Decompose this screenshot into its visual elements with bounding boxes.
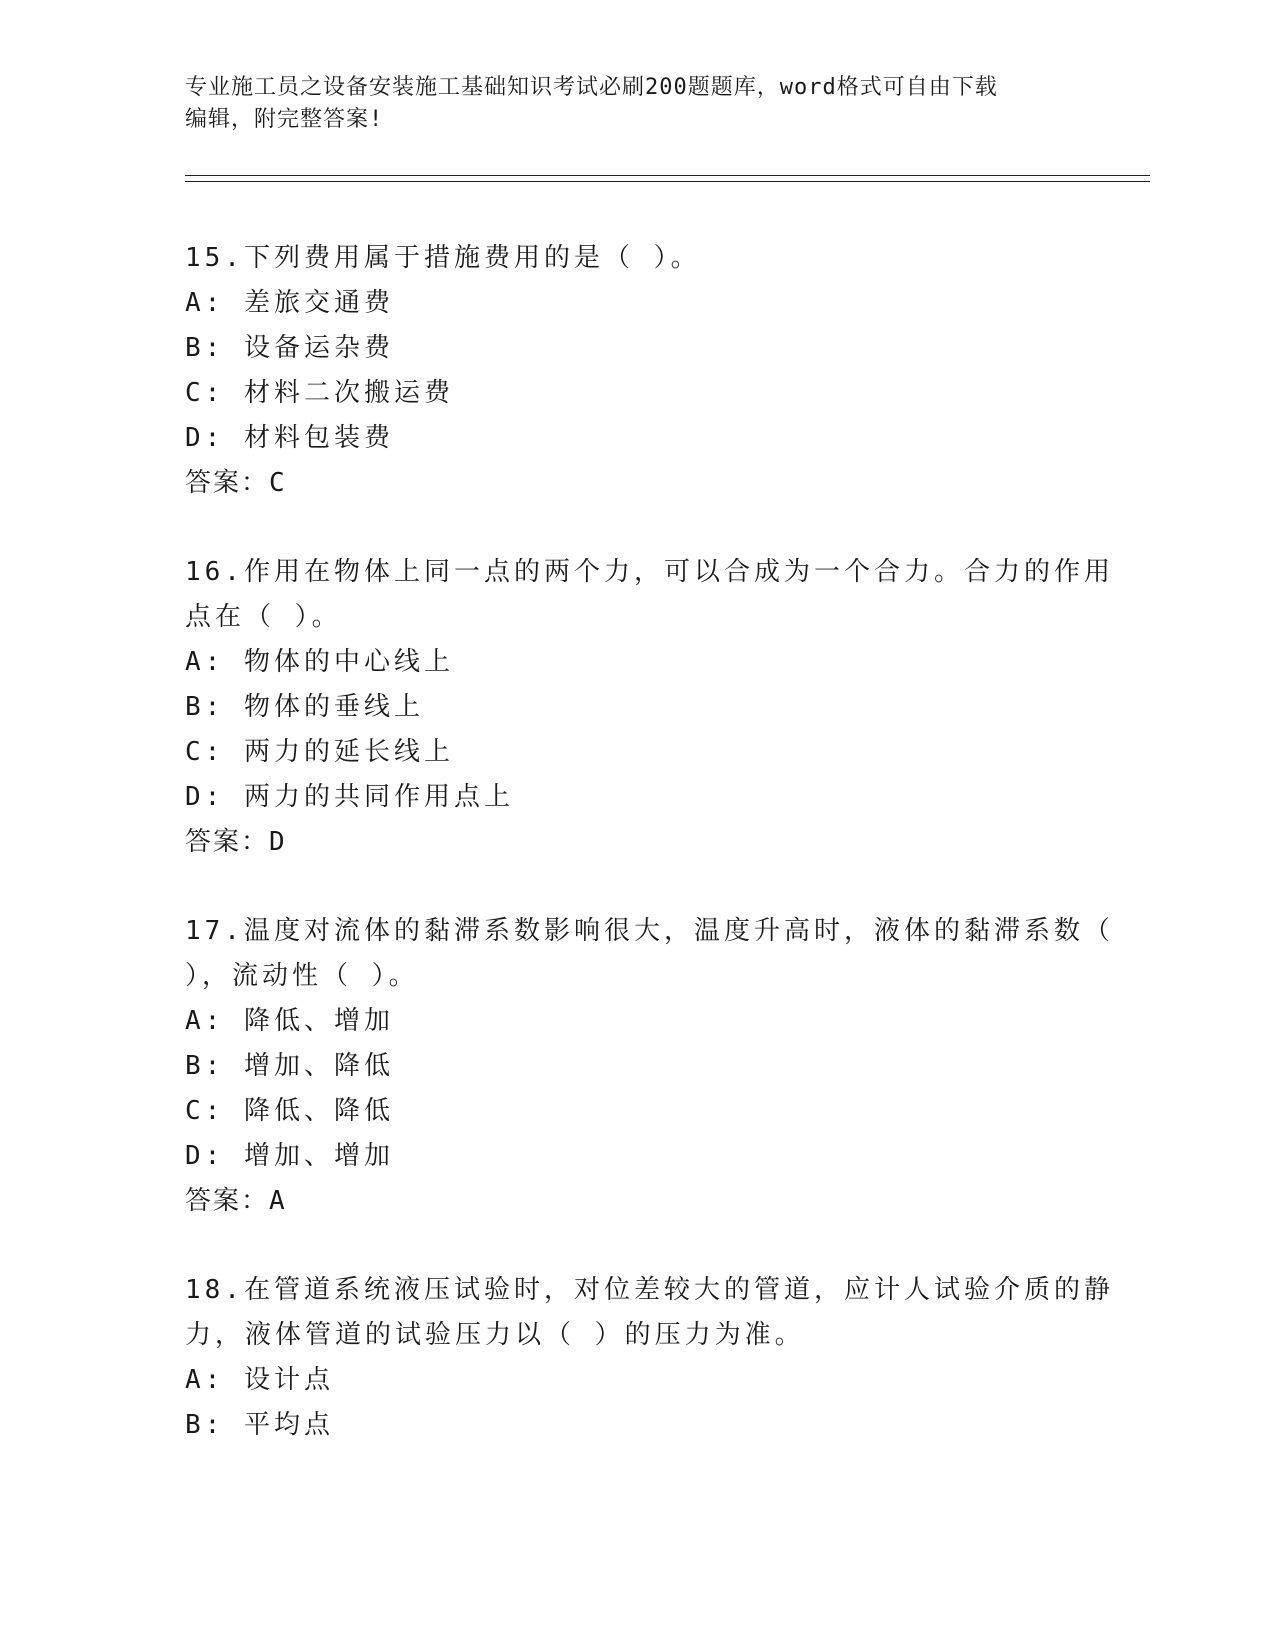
option-b: B: 平均点	[185, 1410, 334, 1440]
answer-line: 答案：D	[185, 827, 287, 857]
question-15	[185, 236, 1085, 506]
question-18	[185, 1268, 1114, 1448]
option-d: D: 增加、增加	[185, 1141, 394, 1171]
question-stem-continued: 点在（ ）。	[185, 602, 342, 632]
answer-line: 答案：A	[185, 1186, 287, 1216]
option-a: A: 物体的中心线上	[185, 647, 454, 677]
question-stem: 15.下列费用属于措施费用的是（ ）。	[185, 243, 701, 273]
header-divider-bottom	[185, 181, 1150, 182]
header-title-line-2: 编辑，附完整答案!	[185, 107, 384, 132]
option-b: B: 增加、降低	[185, 1051, 394, 1081]
option-a: A: 设计点	[185, 1365, 334, 1395]
option-b: B: 设备运杂费	[185, 333, 394, 363]
option-c: C: 材料二次搬运费	[185, 378, 454, 408]
question-stem-continued: 力，液体管道的试验压力以（ ）的压力为准。	[185, 1320, 805, 1350]
option-c: C: 两力的延长线上	[185, 737, 454, 767]
header-divider-top	[185, 175, 1150, 176]
answer-line: 答案：C	[185, 468, 287, 498]
document-header	[185, 72, 1065, 136]
option-a: A: 降低、增加	[185, 1006, 394, 1036]
question-stem-continued: ），流动性（ ）。	[185, 961, 419, 991]
question-17	[185, 909, 1114, 1224]
question-stem: 16.作用在物体上同一点的两个力，可以合成为一个合力。合力的作用	[185, 557, 1114, 587]
option-b: B: 物体的垂线上	[185, 692, 424, 722]
option-c: C: 降低、降低	[185, 1096, 394, 1126]
question-stem: 17.温度对流体的黏滞系数影响很大，温度升高时，液体的黏滞系数（	[185, 916, 1114, 946]
question-list	[185, 236, 1114, 1492]
question-stem: 18.在管道系统液压试验时，对位差较大的管道，应计人试验介质的静	[185, 1275, 1114, 1305]
header-title-line-1: 专业施工员之设备安装施工基础知识考试必刷200题题库，word格式可自由下载	[185, 75, 998, 100]
option-d: D: 两力的共同作用点上	[185, 782, 514, 812]
question-16	[185, 550, 1114, 865]
option-d: D: 材料包装费	[185, 423, 394, 453]
option-a: A: 差旅交通费	[185, 288, 394, 318]
